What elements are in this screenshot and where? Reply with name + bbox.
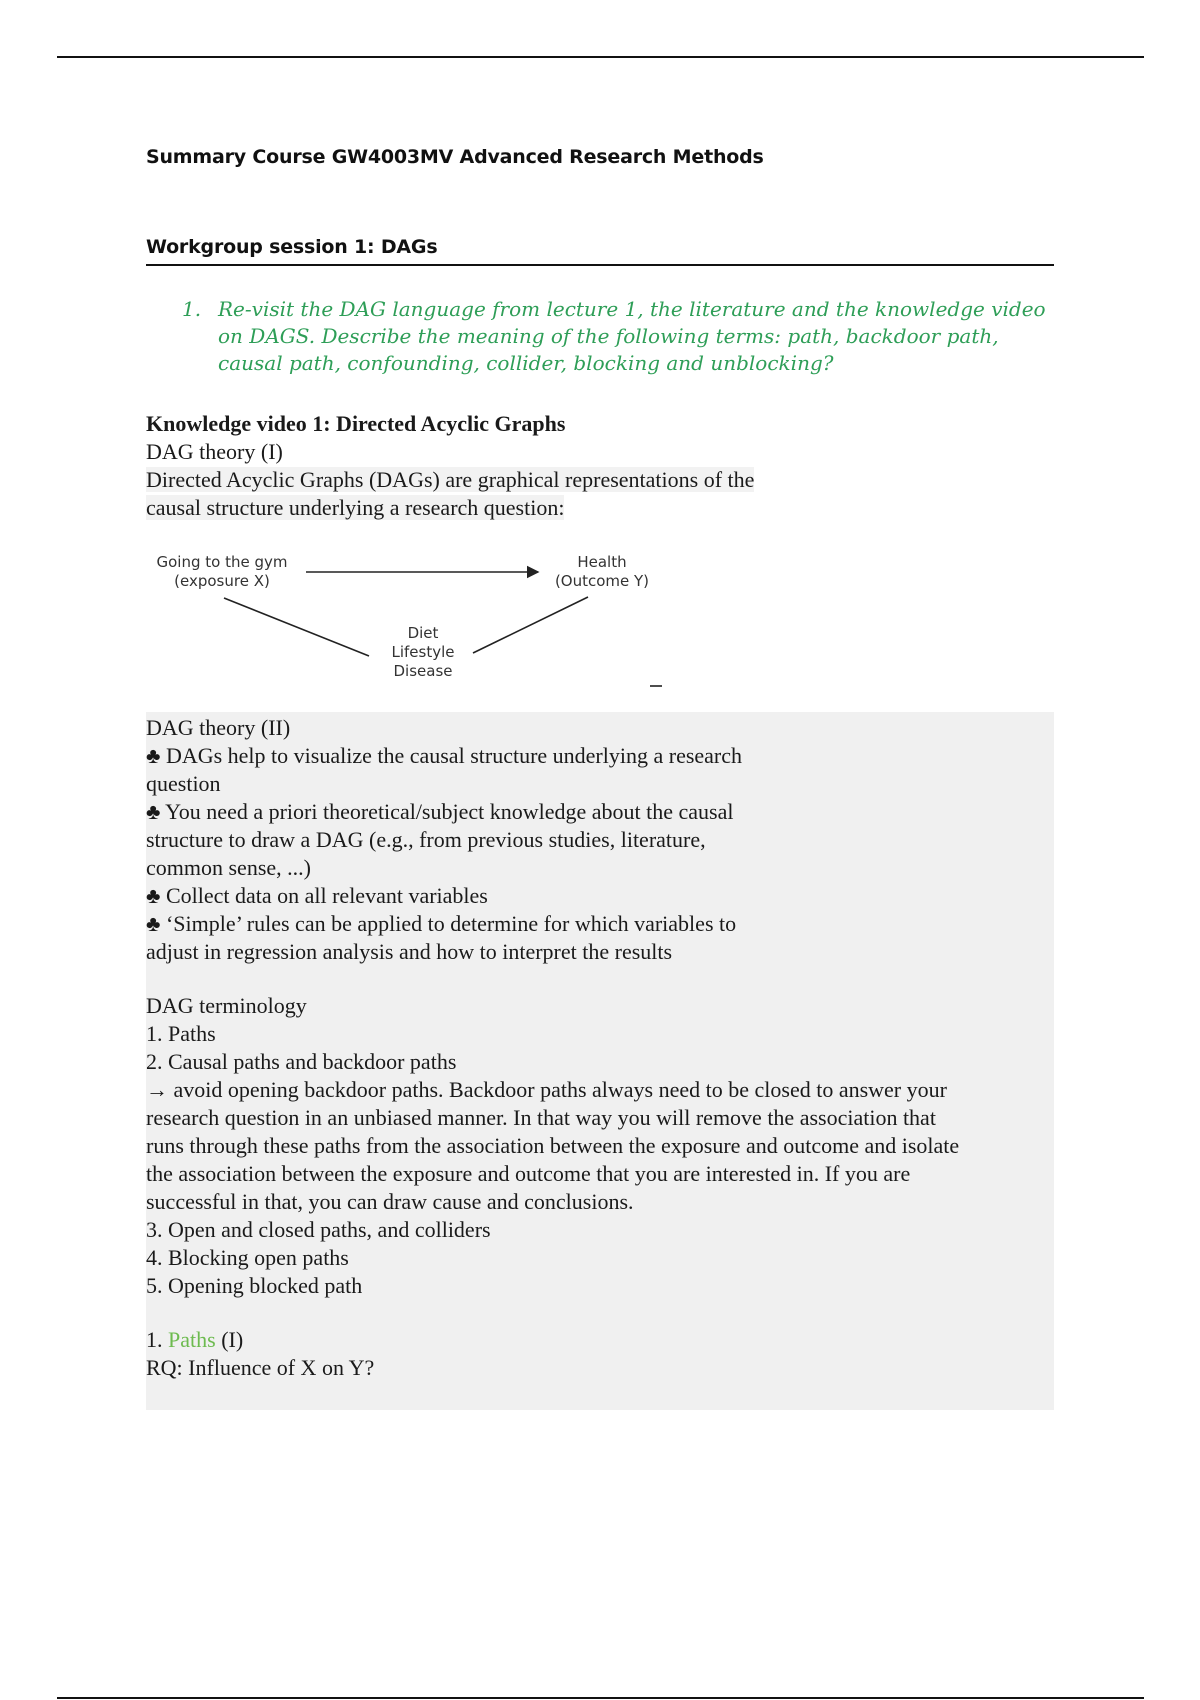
dag-theory-1-title: DAG theory (I) bbox=[146, 439, 283, 464]
bullet4-line1: ‘Simple’ rules can be applied to determine for which variables to bbox=[165, 911, 737, 936]
confounder-label-line2: Lifestyle bbox=[391, 643, 455, 661]
terminology-item4: 4. Blocking open paths bbox=[146, 1245, 349, 1270]
club-bullet-icon: ♣ bbox=[146, 743, 161, 768]
bullet2-line2: structure to draw a DAG (e.g., from previous studies, literature, bbox=[146, 827, 706, 852]
paths-suffix: (I) bbox=[221, 1327, 244, 1352]
terminology-note-line3: runs through these paths from the association between the exposure and outcome and isolate bbox=[146, 1133, 960, 1158]
confounder-label-line3: Disease bbox=[393, 662, 453, 680]
paths-heading bbox=[146, 1326, 1046, 1354]
bullet2-line1: You need a priori theoretical/subject knowledge about the causal bbox=[165, 799, 734, 824]
club-bullet-icon: ♣ bbox=[146, 799, 161, 824]
terminology-note-line2: research question in an unbiased manner. In that way you will remove the association that bbox=[146, 1105, 936, 1130]
question-number: 1. bbox=[182, 297, 202, 321]
document-title: Summary Course GW4003MV Advanced Research Methods bbox=[146, 146, 764, 168]
terminology-item3: 3. Open and closed paths, and colliders bbox=[146, 1217, 491, 1242]
club-bullet-icon: ♣ bbox=[146, 883, 161, 908]
header-rule bbox=[57, 56, 1144, 58]
outcome-label-line2: (Outcome Y) bbox=[554, 572, 650, 590]
knowledge-video-heading: Knowledge video 1: Directed Acyclic Graphs bbox=[146, 411, 566, 436]
bullet1-line2: question bbox=[146, 771, 221, 796]
right-arrow-icon: → bbox=[146, 1077, 168, 1102]
confounder-outcome-edge bbox=[473, 597, 588, 653]
paths-link[interactable]: Paths bbox=[168, 1327, 216, 1352]
dag-theory-1-line2: causal structure underlying a research question: bbox=[146, 495, 565, 520]
terminology-item1: 1. Paths bbox=[146, 1021, 216, 1046]
terminology-item2: 2. Causal paths and backdoor paths bbox=[146, 1049, 457, 1074]
bullet4-line2: adjust in regression analysis and how to interpret the results bbox=[146, 939, 673, 964]
exposure-label-line2: (exposure X) bbox=[174, 572, 270, 590]
research-question: RQ: Influence of X on Y? bbox=[146, 1355, 375, 1380]
exposure-label-line1: Going to the gym bbox=[156, 553, 288, 571]
terminology-note-line5: successful in that, you can draw cause and conclusions. bbox=[146, 1189, 634, 1214]
dag-theory-1-line1: Directed Acyclic Graphs (DAGs) are graphical representations of the bbox=[146, 467, 755, 492]
paths-prefix: 1. bbox=[146, 1327, 163, 1352]
dag-diagram bbox=[146, 545, 1054, 695]
bullet2-line3: common sense, ...) bbox=[146, 855, 311, 880]
terminology-item5: 5. Opening blocked path bbox=[146, 1273, 363, 1298]
terminology-note-line4: the association between the exposure and outcome that you are interested in. If you are bbox=[146, 1161, 911, 1186]
question-text: Re-visit the DAG language from lecture 1, the literature and the knowledge video on DAGS. Describe the meaning of the following terms: path, backdoor path, causal path, confounding, collider, blocking and unblocking? bbox=[218, 297, 1046, 375]
confounder-label-line1: Diet bbox=[407, 624, 439, 642]
notes-content bbox=[146, 714, 1046, 1382]
confounder-exposure-edge bbox=[224, 598, 369, 656]
footer-rule bbox=[57, 1697, 1144, 1699]
terminology-note-line1: avoid opening backdoor paths. Backdoor paths always need to be closed to answer your bbox=[173, 1077, 947, 1102]
club-bullet-icon: ♣ bbox=[146, 911, 161, 936]
outcome-label-line1: Health bbox=[577, 553, 627, 571]
question-item bbox=[146, 296, 1046, 377]
dag-theory-1 bbox=[146, 438, 816, 522]
dag-theory-2-title: DAG theory (II) bbox=[146, 715, 291, 740]
terminology-title: DAG terminology bbox=[146, 993, 307, 1018]
section-heading: Workgroup session 1: DAGs bbox=[146, 236, 1054, 266]
bullet3-line1: Collect data on all relevant variables bbox=[165, 883, 488, 908]
bullet1-line1: DAGs help to visualize the causal structure underlying a research bbox=[165, 743, 743, 768]
